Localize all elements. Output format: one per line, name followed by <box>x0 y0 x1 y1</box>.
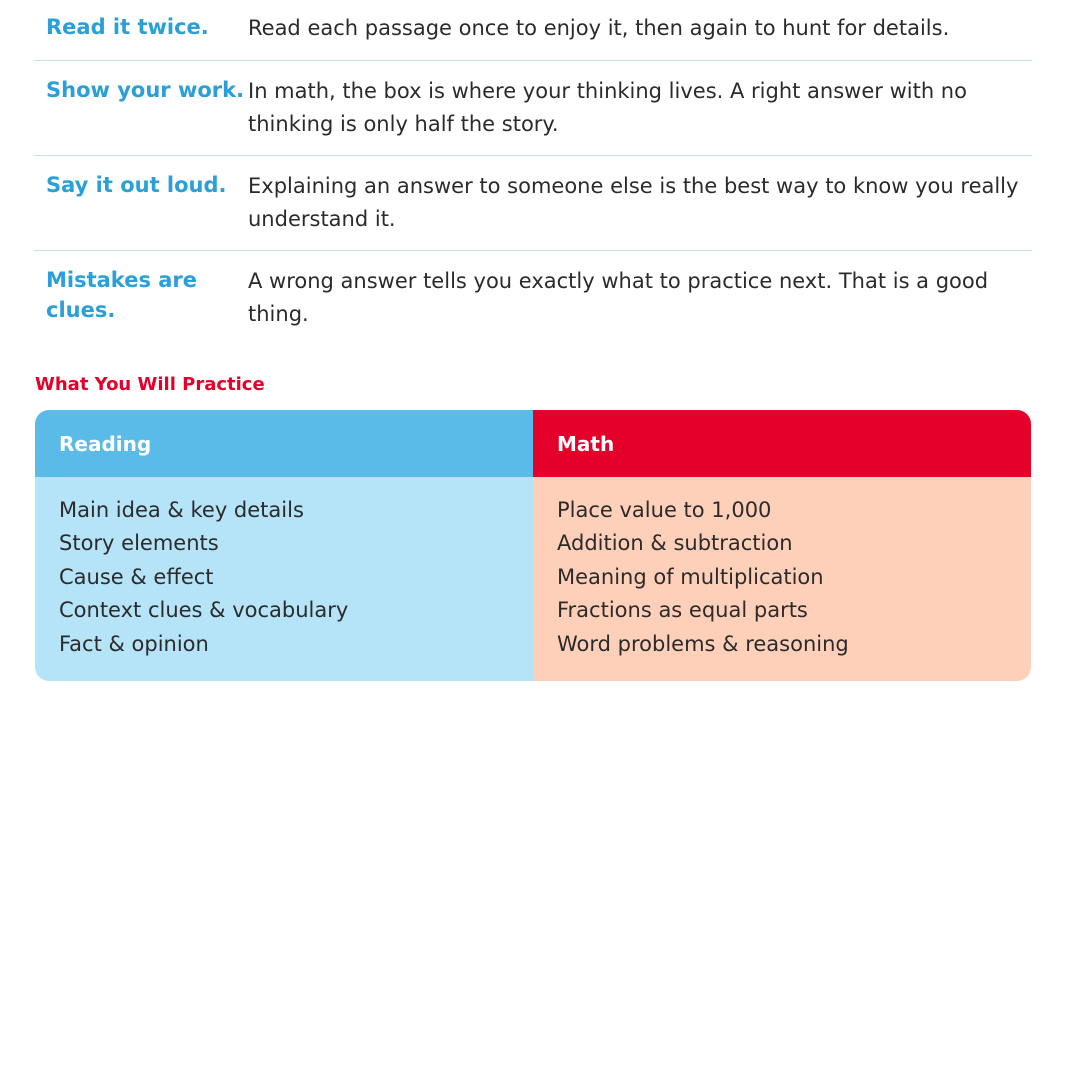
list-item: Cause & effect <box>59 564 214 589</box>
tip-row <box>34 0 1032 61</box>
list-item: Addition & subtraction <box>557 531 793 556</box>
list-item: Word problems & reasoning <box>557 631 849 656</box>
tip-row <box>34 251 1032 346</box>
list-item: Place value to 1,000 <box>557 498 772 522</box>
list-item: Context clues & vocabulary <box>59 598 349 623</box>
tip-row <box>34 156 1032 251</box>
reading-header: Reading <box>35 410 533 477</box>
list-item: Main idea & key details <box>59 498 304 522</box>
reading-column <box>35 410 533 681</box>
reading-list <box>35 477 533 681</box>
list-item: Fractions as equal parts <box>557 598 808 623</box>
tip-description: Explaining an answer to someone else is the best way to know you really understand it. <box>248 174 1019 231</box>
math-column <box>533 410 1031 681</box>
list-item: Fact & opinion <box>59 631 209 656</box>
tips-table <box>34 0 1032 346</box>
tip-term: Mistakes are clues. <box>46 268 198 322</box>
tip-description: Read each passage once to enjoy it, then again to hunt for details. <box>248 16 950 40</box>
tip-description: In math, the box is where your thinking lives. A right answer with no thinking is only half the story. <box>248 79 967 136</box>
tip-term: Say it out loud. <box>46 173 227 197</box>
math-list <box>533 477 1031 681</box>
math-header: Math <box>533 410 1031 477</box>
practice-table <box>35 410 1031 681</box>
tip-row <box>34 61 1032 156</box>
list-item: Meaning of multiplication <box>557 564 824 589</box>
section-title: What You Will Practice <box>35 374 265 395</box>
tip-term: Show your work. <box>46 78 245 102</box>
tip-description: A wrong answer tells you exactly what to practice next. That is a good thing. <box>248 269 989 326</box>
list-item: Story elements <box>59 531 219 556</box>
tip-term: Read it twice. <box>46 15 209 39</box>
